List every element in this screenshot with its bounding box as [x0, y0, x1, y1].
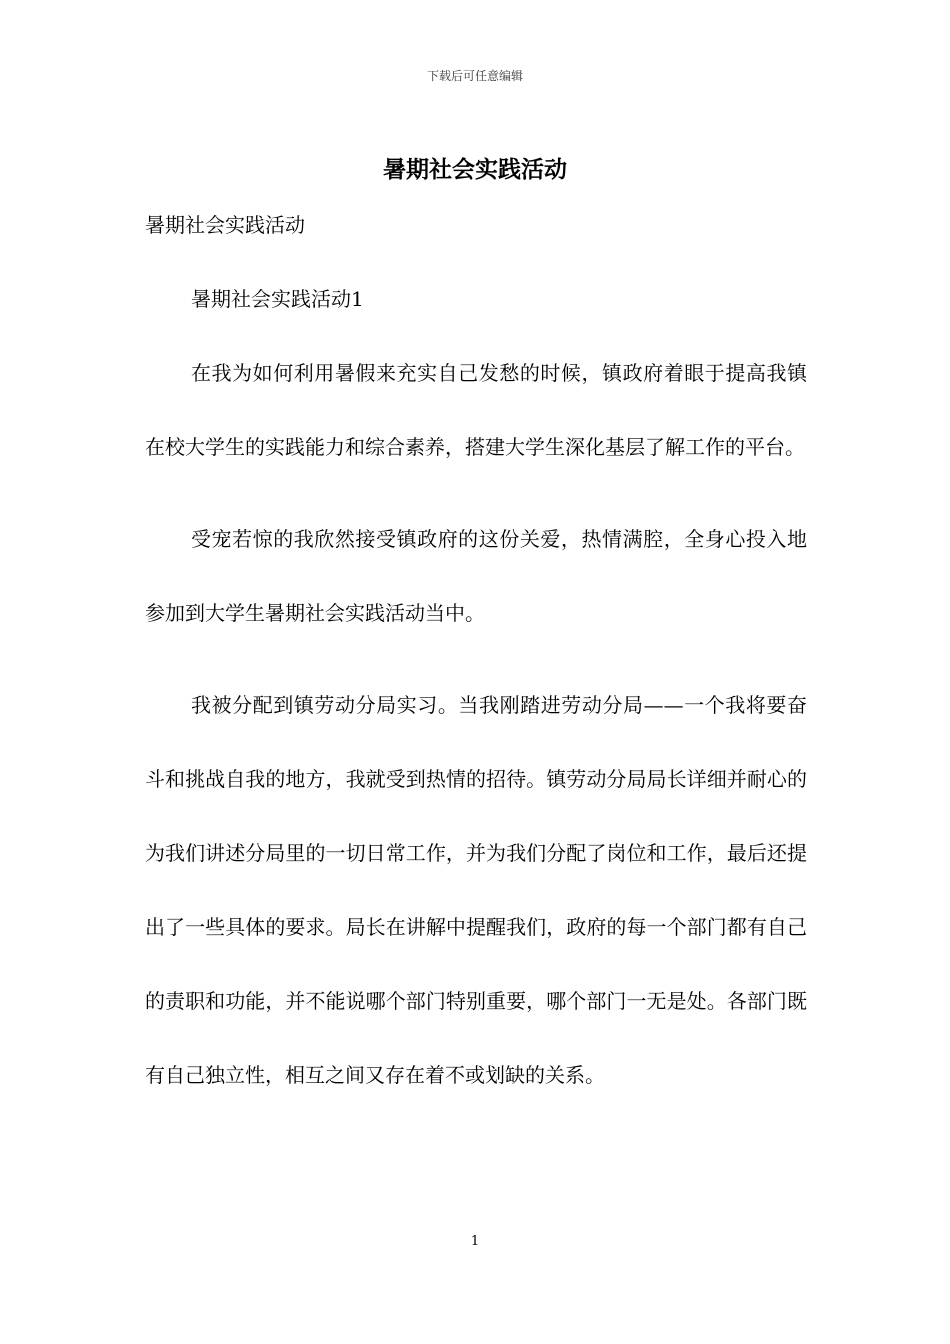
page-number: 1: [470, 1234, 480, 1249]
document-body: [145, 207, 807, 1112]
document-title: 暑期社会实践活动: [383, 156, 567, 183]
paragraph-2: 受宠若惊的我欣然接受镇政府的这份关爱，热情满腔，全身心投入地参加到大学生暑期社会实践活动当中。: [145, 527, 807, 625]
document-subtitle: 暑期社会实践活动: [145, 213, 305, 237]
paragraph-3: 我被分配到镇劳动分局实习。当我刚踏进劳动分局——一个我将要奋斗和挑战自我的地方，我就受到热情的招待。镇劳动分局局长详细并耐心的为我们讲述分局里的一切日常工作，并为我们分配了岗位和工作，最后还提出了一些具体的要求。局长在讲解中提醒我们，政府的每一个部门都有自己的责职和功能，并不能说哪个部门特别重要，哪个部门一无是处。各部门既有自己独立性，相互之间又存在着不或划缺的关系。: [145, 693, 807, 1087]
paragraph-1: 在我为如何利用暑假来充实自己发愁的时候，镇政府着眼于提高我镇在校大学生的实践能力和综合素养，搭建大学生深化基层了解工作的平台。: [145, 361, 807, 459]
header-note: 下载后可任意编辑: [426, 69, 523, 83]
section-heading: 暑期社会实践活动1: [191, 287, 364, 311]
